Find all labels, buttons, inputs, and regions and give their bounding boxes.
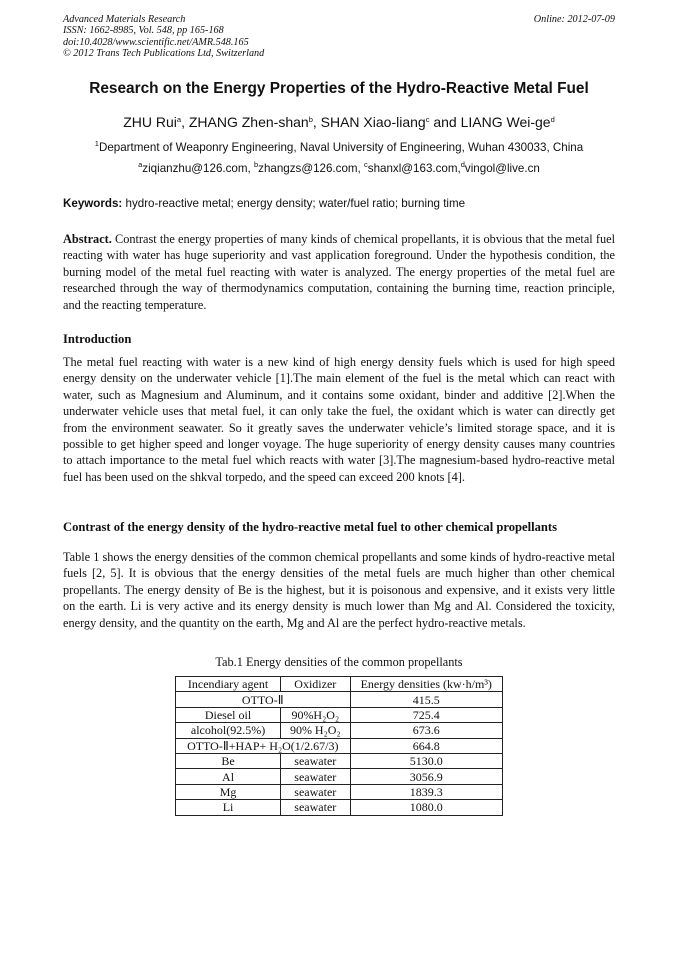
header-cell: Incendiary agent: [176, 677, 281, 692]
keywords-label: Keywords:: [63, 197, 123, 210]
issn: ISSN: 1662-8985, Vol. 548, pp 165-168: [63, 25, 224, 37]
table-cell: alcohol(92.5%): [176, 723, 281, 738]
table-row: [176, 707, 503, 722]
table-row: [176, 753, 503, 768]
table-cell: 673.6: [350, 723, 502, 738]
author-sup: b: [308, 115, 313, 124]
table-cell: seawater: [281, 784, 350, 799]
author-name: ZHANG Zhen-shan: [188, 114, 309, 130]
copyright: © 2012 Trans Tech Publications Ltd, Switzerland: [63, 47, 265, 59]
online-date: Online: 2012-07-09: [533, 14, 615, 25]
authors: [0, 114, 678, 130]
table-cell: Be: [176, 753, 281, 768]
contrast-paragraph: Table 1 shows the energy densities of the common chemical propellants and some kinds of hydro-reactive metal fuels [2, 5]. It is obvious that the energy densities of the metal fuels are much higher than other chemical propellants. The energy density of Be is the highest, but it is poisonous and expensive, and it exists very little on the earth. Li is very active and its energy density is much lower than Mg and Al. Considered the toxicity, energy density, and the quantity on the earth, Mg and Al are the perfect hydro-reactive metals.: [63, 550, 615, 630]
table-cell: 90% H₂O₂: [281, 723, 350, 738]
table-header-row: [176, 677, 503, 692]
table-row: [176, 738, 503, 753]
table-cell: 1839.3: [350, 784, 502, 799]
table-cell: 664.8: [350, 738, 502, 753]
author-sup: d: [550, 115, 555, 124]
table-cell: seawater: [281, 753, 350, 768]
emails: [0, 160, 678, 175]
affiliation-text: Department of Weaponry Engineering, Naval University of Engineering, Wuhan 430033, China: [98, 141, 584, 154]
author-sep: ,: [312, 114, 321, 130]
table-cell: 90%H₂O₂: [281, 707, 350, 722]
email: ziqianzhu@126.com,: [142, 162, 254, 175]
email: zhangzs@126.com,: [258, 162, 365, 175]
introduction-paragraph: The metal fuel reacting with water is a new kind of high energy density fuels which is used for high speed energy density on the underwater vehicle [1].The main element of the fuel is the metal which can react with water, such as Magnesium and Aluminum, and it contains some oxidant, binder and additive [2].When the underwater vehicle uses that metal fuel, it can only take the fuel, the oxidant which is water can directly get from the environment seawater. So it greatly saves the underwater vehicle’s limited storage space, and it is possible to get higher speed and longer voyage. The huge superiority of energy density causes many countries to attach importance to the metal fuel which reacts with water [3].The magnesium-based hydro-reactive metal fuel has been used on the shkval torpedo, and the speed can exceed 200 knots [4].: [63, 355, 615, 484]
table-cell: seawater: [281, 800, 350, 815]
table-cell: OTTO-Ⅱ+HAP+ H₂O(1/2.67/3): [176, 738, 351, 753]
table-cell: 3056.9: [350, 769, 502, 784]
table-cell: Diesel oil: [176, 707, 281, 722]
table-cell: 725.4: [350, 707, 502, 722]
keywords-text: hydro-reactive metal; energy density; water/fuel ratio; burning time: [122, 197, 466, 210]
header-cell: Oxidizer: [281, 677, 350, 692]
keywords: [63, 197, 465, 210]
table-row: [176, 692, 503, 707]
table-cell: 5130.0: [350, 753, 502, 768]
table-cell: seawater: [281, 769, 350, 784]
author-name: SHAN Xiao-liang: [320, 114, 426, 130]
table-cell: Al: [176, 769, 281, 784]
table-cell: 415.5: [350, 692, 502, 707]
affiliation: [0, 139, 678, 154]
email-sup: d: [460, 160, 465, 169]
author-name: LIANG Wei-ge: [460, 114, 551, 130]
table-row: [176, 769, 503, 784]
table-cell: Li: [176, 800, 281, 815]
author-name: ZHU Rui: [123, 114, 177, 130]
author-sup: c: [425, 115, 430, 124]
email-sup: b: [253, 160, 259, 169]
table-row: [176, 723, 503, 738]
email-sup: c: [364, 160, 368, 169]
table-cell: Mg: [176, 784, 281, 799]
abstract: [63, 231, 615, 313]
author-sep: ,: [181, 114, 189, 130]
affiliation-sup: 1: [94, 139, 99, 148]
author-sup: a: [176, 115, 182, 124]
table-cell: 1080.0: [350, 800, 502, 815]
section-heading-contrast: Contrast of the energy density of the hydro-reactive metal fuel to other chemical propellants: [63, 520, 557, 534]
abstract-label: Abstract.: [63, 232, 112, 246]
journal-header: [63, 14, 264, 59]
abstract-text: Contrast the energy properties of many kinds of chemical propellants, it is obvious that the metal fuel reacting with water has huge superiority and vast application foreground. Under the hypothesis condition, the burning model of the metal fuel reacting with water is analyzed. The energy properties of the metal fuel are researched through the way of thermodynamics computation, containing the burning time, reaction principle, and the reacting temperature.: [63, 232, 615, 312]
table-row: [176, 800, 503, 815]
table-row: [176, 784, 503, 799]
table-caption: Tab.1 Energy densities of the common propellants: [215, 655, 463, 669]
paper-title: Research on the Energy Properties of the Hydro-Reactive Metal Fuel: [89, 80, 589, 97]
section-heading-introduction: Introduction: [63, 332, 132, 346]
header-cell: Energy densities (kw·h/m³): [350, 677, 502, 692]
table-cell: OTTO-Ⅱ: [176, 692, 351, 707]
email: vingol@live.cn: [464, 162, 540, 175]
journal-name: Advanced Materials Research: [63, 14, 186, 25]
doi: doi:10.4028/www.scientific.net/AMR.548.165: [63, 36, 249, 48]
email: shanxl@163.com,: [367, 162, 461, 175]
author-sep: and: [429, 114, 461, 130]
email-sup: a: [138, 160, 143, 169]
energy-density-table: [175, 676, 503, 816]
